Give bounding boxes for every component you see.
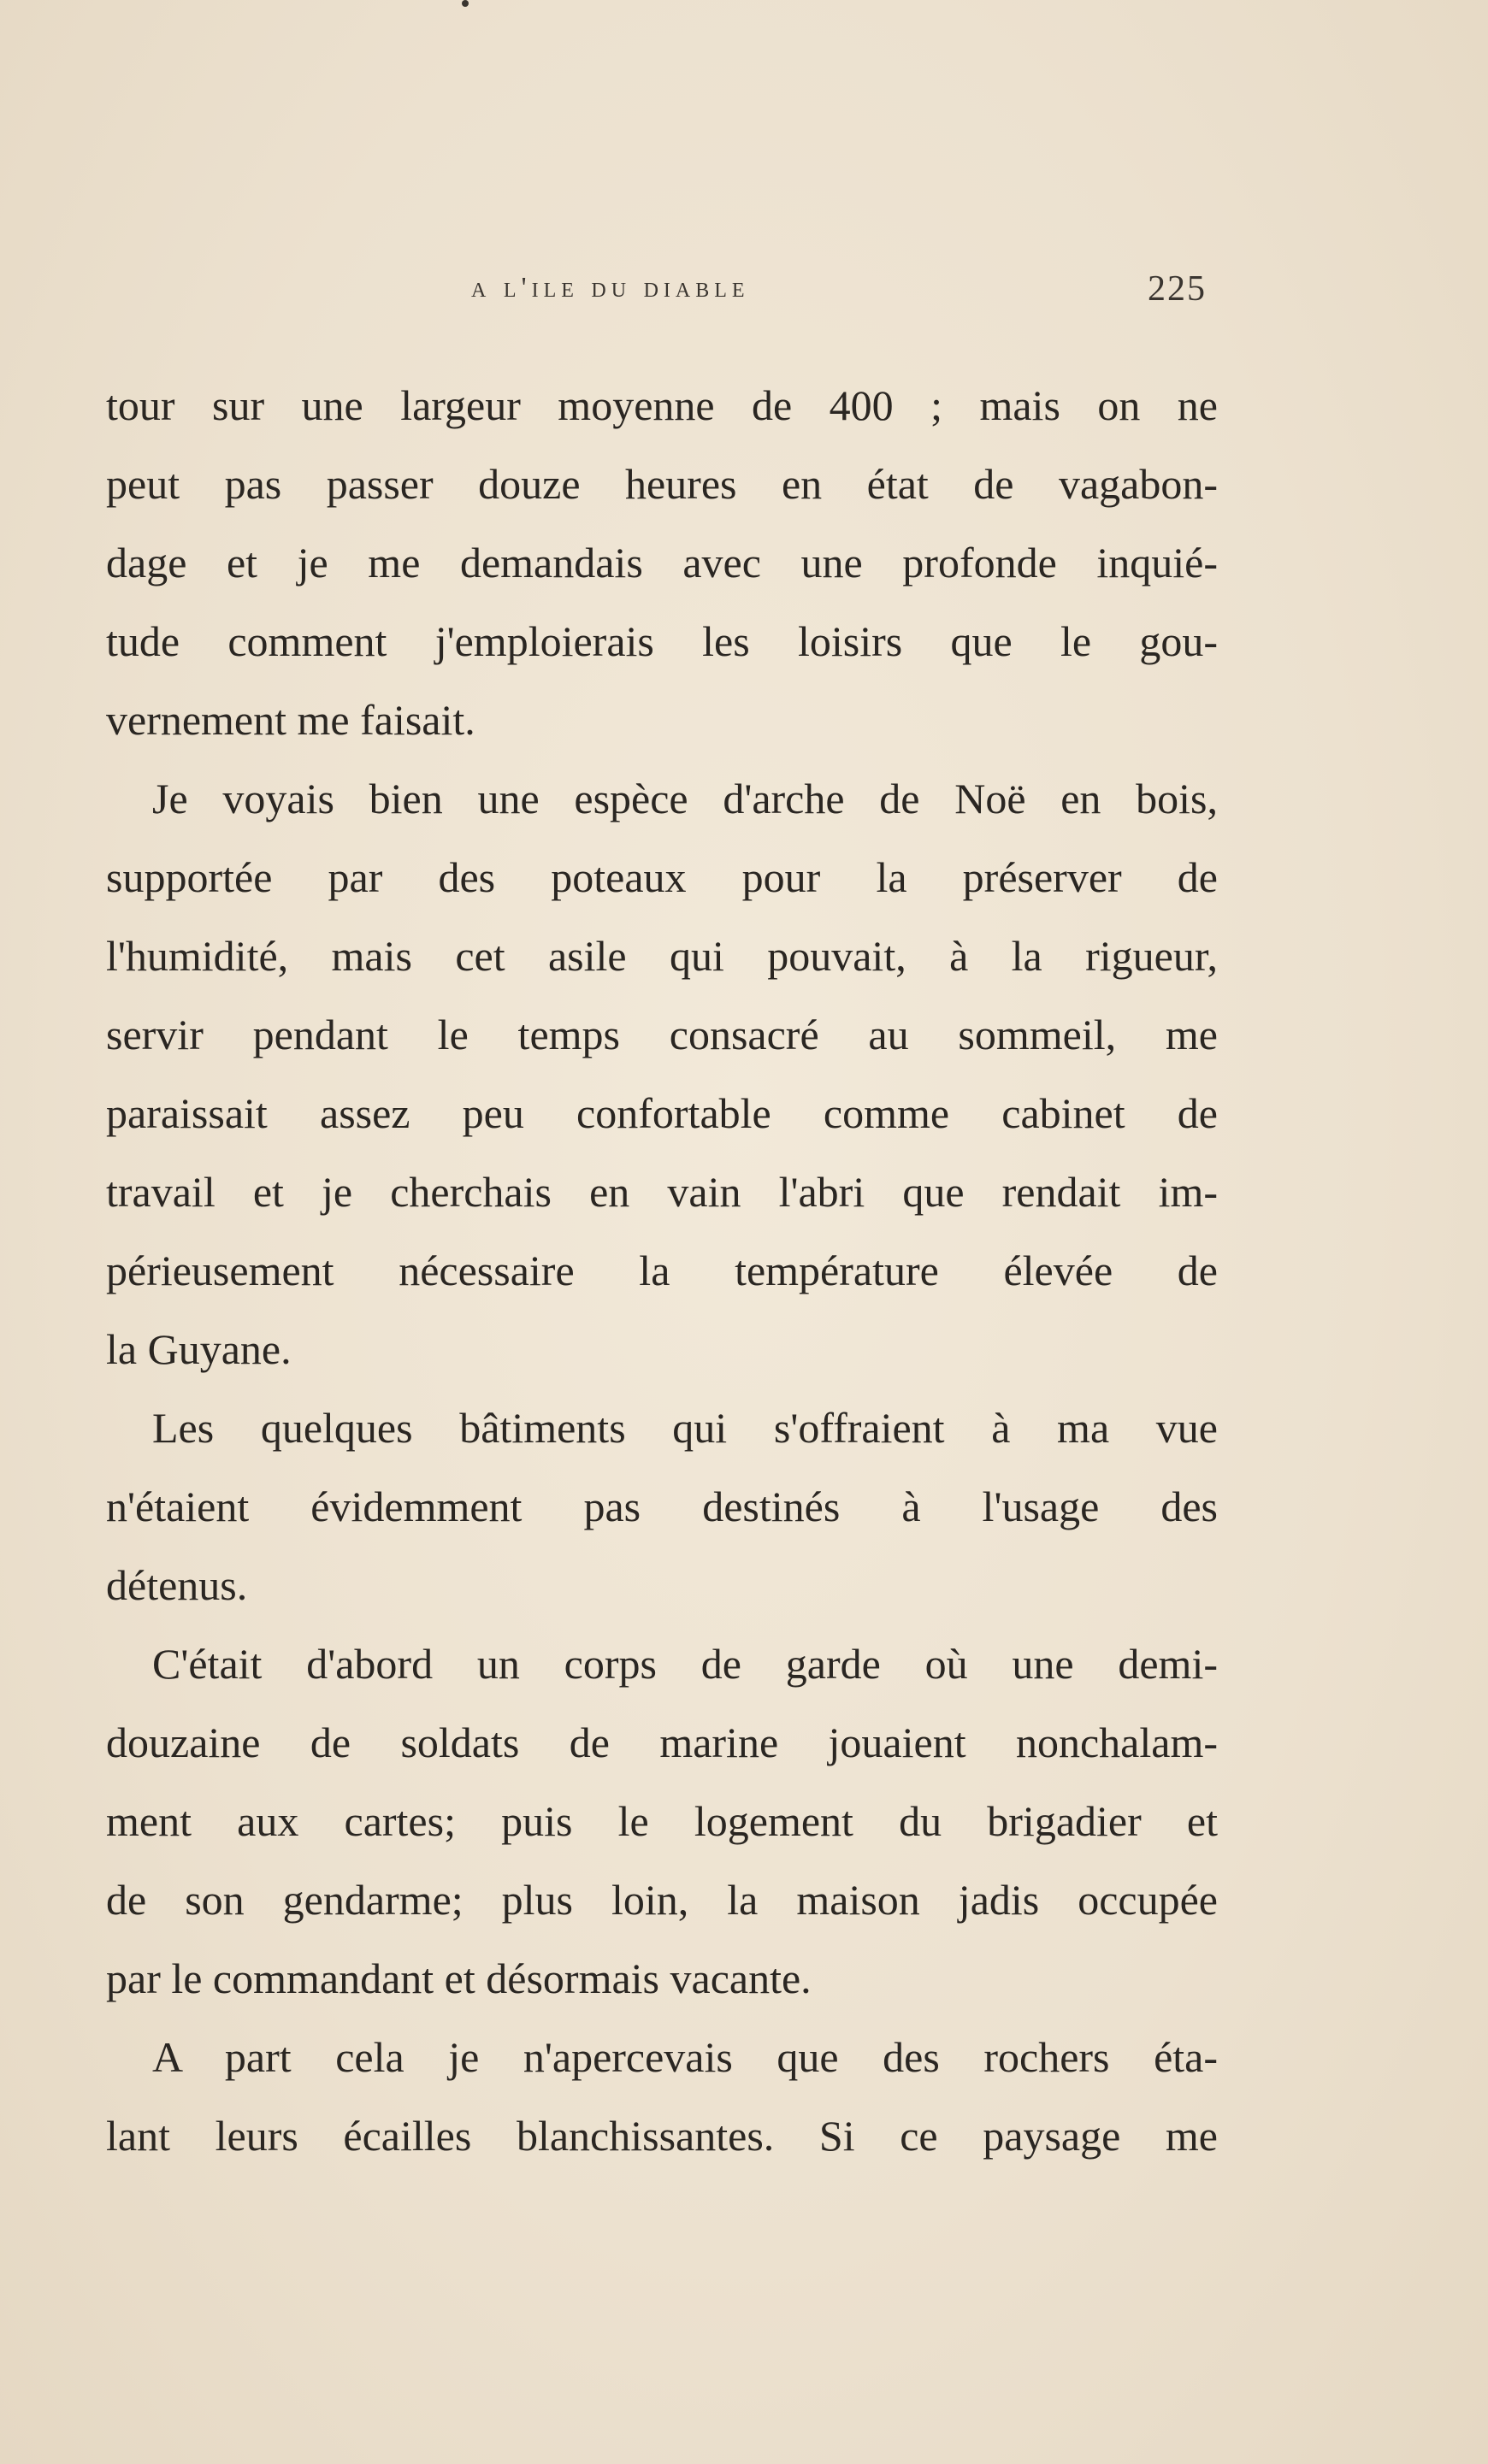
text-line: Les quelques bâtiments qui s'offraient à ma vue [152, 1404, 1218, 1452]
text-line: périeusement nécessaire la température élevée de [106, 1247, 1218, 1294]
page-number: 225 [1148, 269, 1207, 309]
text-line: travail et je cherchais en vain l'abri que rendait im- [106, 1168, 1218, 1216]
body-text [106, 366, 1218, 2175]
text-line: dage et je me demandais avec une profonde inquié- [106, 539, 1218, 587]
text-line: vernement me faisait. [106, 696, 475, 744]
text-line: tude comment j'emploierais les loisirs que le gou- [106, 617, 1218, 665]
text-line: C'était d'abord un corps de garde où une demi- [152, 1640, 1218, 1688]
text-line: lant leurs écailles blanchissantes. Si ce paysage me [106, 2112, 1218, 2160]
text-line: n'étaient évidemment pas destinés à l'usage des [106, 1483, 1218, 1530]
text-line: supportée par des poteaux pour la préserver de [106, 853, 1218, 901]
text-line: paraissait assez peu confortable comme cabinet de [106, 1089, 1218, 1137]
text-line: de son gendarme; plus loin, la maison jadis occupée [106, 1876, 1218, 1924]
text-line: ment aux cartes; puis le logement du brigadier et [106, 1797, 1218, 1845]
running-title: a l'ile du diable [471, 272, 750, 304]
running-head [106, 269, 1218, 323]
text-line: par le commandant et désormais vacante. [106, 1954, 812, 2002]
ink-speck [462, 0, 469, 7]
text-line: Je voyais bien une espèce d'arche de Noë en bois, [152, 775, 1218, 822]
text-line: détenus. [106, 1561, 248, 1609]
text-line: A part cela je n'apercevais que des rochers éta- [152, 2033, 1218, 2081]
text-line: tour sur une largeur moyenne de 400 ; mais on ne [106, 381, 1218, 429]
text-line: servir pendant le temps consacré au sommeil, me [106, 1011, 1218, 1058]
text-line: la Guyane. [106, 1325, 292, 1373]
text-line: peut pas passer douze heures en état de vagabon- [106, 460, 1218, 508]
text-line: douzaine de soldats de marine jouaient nonchalam- [106, 1718, 1218, 1766]
text-line: l'humidité, mais cet asile qui pouvait, à la rigueur, [106, 932, 1218, 980]
